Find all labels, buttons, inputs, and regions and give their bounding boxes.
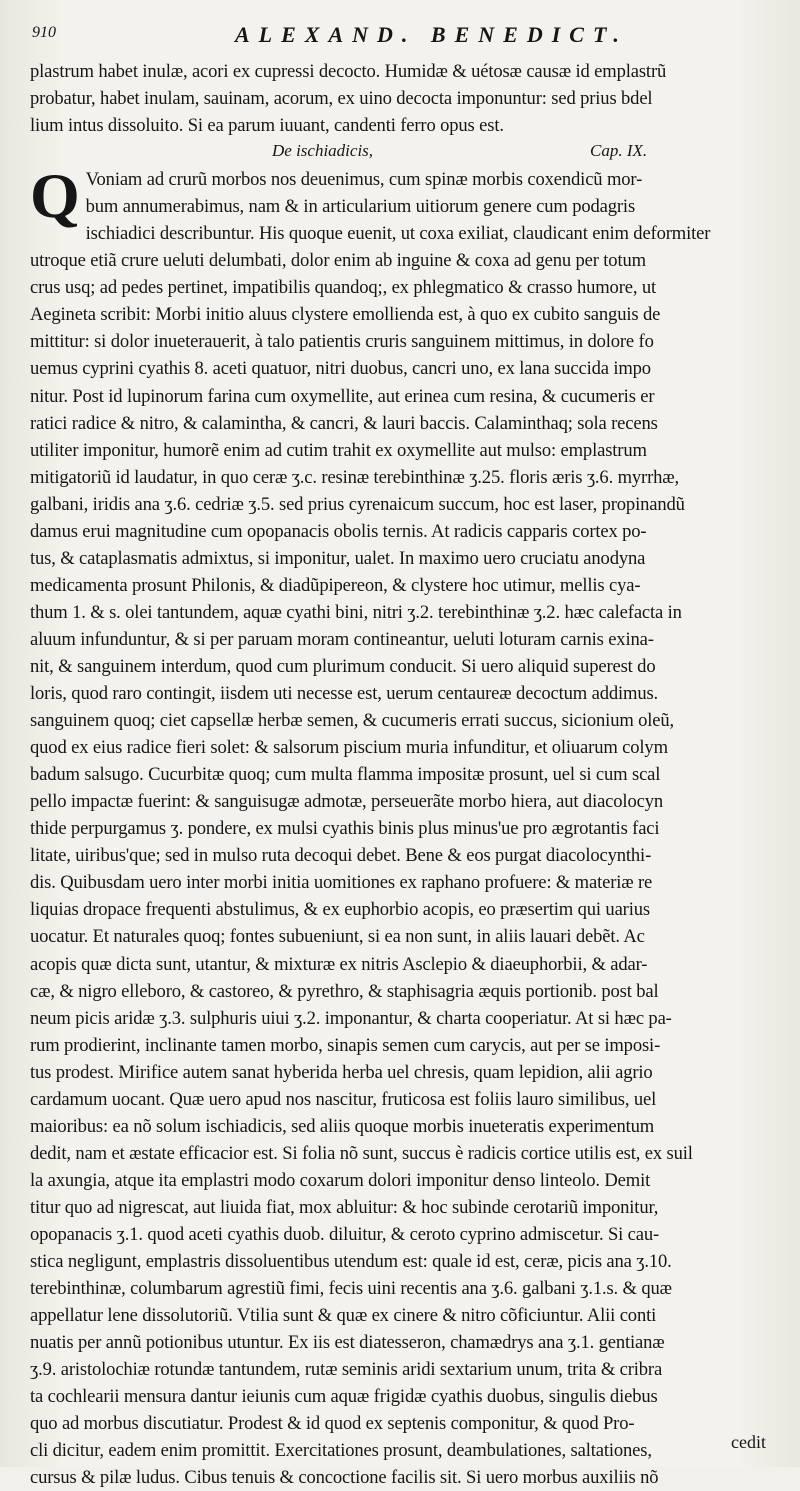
text-line: mittitur: si dolor inueterauerit, à talo patientis cruris sanguinem mittimus, in dolore fo <box>30 331 654 353</box>
text-line: litate, uiribus'que; sed in mulso ruta decoqui debet. Bene & eos purgat diacolocynthi- <box>30 845 652 867</box>
running-title: ALEXAND. BENEDICT. <box>235 22 628 47</box>
text-line: Aegineta scribit: Morbi initio aluus clystere emolliendа est, à quo ex cubito sanguis de <box>30 304 661 326</box>
text-line: titur quo ad nigrescat, aut liuida fiat, mox abluitur: & hoc subinde cerotariũ imponitur, <box>30 1196 659 1218</box>
text-line: thide perpurgamus ʒ. pondere, ex mulsi cyathis binis plus minus'ue pro ægrotantis faci <box>30 818 660 840</box>
text-line: uemus cyprini cyathis 8. aceti quatuor, nitri duobus, cancri uno, ex lana succida impo <box>30 358 651 380</box>
text-line: quo ad morbus discutiatur. Prodest & id quod ex septenis componitur, & quod Pro- <box>30 1413 635 1435</box>
text-line: tus prodest. Mirifice autem sanat hyberida herba uel chresis, quam lepidion, alii agrio <box>30 1061 653 1083</box>
text-line: appellatur lene dissolutoriũ. Vtilia sunt & quæ ex cinere & nitro cõficiuntur. Alii conti <box>30 1305 657 1327</box>
text-line: acopis quæ dicta sunt, utantur, & mixturæ ex nitris Asclepio & diaeuphorbii, & adar- <box>30 953 648 975</box>
text-line: aluum infunduntur, & si per paruam moram contineantur, ueluti loturam carnis exina- <box>30 628 654 650</box>
text-line: ta cochlearii mensura dantur ieiunis cum aquæ frigidæ cyathis duobus, singulis diebus <box>30 1386 658 1408</box>
text-line: utroque etiã crure ueluti delumbati, dolor enim ab inguine & coxa ad genu per totum <box>30 250 646 272</box>
text-line: loris, quod raro contingit, iisdem uti necesse est, uerum centaureæ decoctum addimus. <box>30 683 659 705</box>
text-line: badum salsugo. Cucurbitæ quoq; cum multa flamma impositæ prosunt, uel si cum scal <box>30 764 661 786</box>
drop-cap-initial: Q <box>30 160 80 232</box>
text-line: neum picis aridæ ʒ.3. sulphuris uiui ʒ.2. imponantur, & charta cooperiatur. At si hæc pa- <box>30 1007 672 1029</box>
text-line: nit, & sanguinem interdum, quod cum plurimum conducit. Si uero aliquid superest do <box>30 655 656 677</box>
text-line: cardamum uocant. Quæ uero apud nos nascitur, fruticosa est foliis lauro similibus, uel <box>30 1088 657 1110</box>
text-line: stica negligunt, emplastris dissoluentibus utendum est: quale id est, ceræ, picis ana ʒ.10. <box>30 1251 672 1273</box>
text-line: crus usq; ad pedes pertinet, impatibilis quandoq;, ex phlegmatico & crasso humore, ut <box>30 277 657 299</box>
text-line: mitigatoriũ id laudatur, in quo ceræ ʒ.c. resinæ terebinthinæ ʒ.25. floris æris ʒ.6. myrrhæ, <box>30 466 680 488</box>
text-line: galbani, iridis ana ʒ.6. cedriæ ʒ.5. sed prius cyrenaicum succum, hoc est laser, propinandũ <box>30 493 685 515</box>
text-line: nitur. Post id lupinorum farina cum oxymellite, aut erinea cum resina, & cucumeris er <box>30 385 655 407</box>
section-heading <box>30 139 770 166</box>
text-line: lium intus dissoluito. Si ea parum iuuant, candenti ferro opus est. <box>30 115 504 137</box>
text-line: Voniam ad crurũ morbos nos deuenimus, cum spinæ morbis coxendicũ mor- <box>85 169 643 191</box>
text-line: bum annumerabimus, nam & in articularium uitiorum genere cum podagris <box>85 196 636 218</box>
chapter-label: Cap. IX. <box>590 141 648 161</box>
text-line: la axungia, atque ita emplastri modo coxarum dolori imponitur denso linteolo. Demit <box>30 1169 651 1191</box>
text-line: medicamenta prosunt Philonis, & diadũpipereon, & clystere hoc utimur, mellis cya- <box>30 574 641 596</box>
text-line: rum prodierint, inclinante tamen morbo, sinapis semen cum carycis, aut per se imposi- <box>30 1034 661 1056</box>
text-line: cæ, & nigro elleboro, & castoreo, & pyrethro, & staphisagria æquis portionib. post bal <box>30 980 659 1002</box>
text-line: maioribus: ea nõ solum ischiadicis, sed aliis quoque morbis inueteratis experimentum <box>30 1115 655 1137</box>
text-line: ischiadici describuntur. His quoque euenit, ut coxa exiliat, claudicant enim deformiter <box>85 223 711 245</box>
text-line: cursus & pilæ ludus. Cibus tenuis & concoctione facilis sit. Si uero morbus auxiliis nõ <box>30 1467 659 1489</box>
text-line: nuatis per annũ potionibus utuntur. Ex iis est diatesseron, chamædrys ana ʒ.1. gentianæ <box>30 1332 665 1354</box>
text-line: cli dicitur, eadem enim promittit. Exercitationes prosunt, deambulationes, saltationes, <box>30 1440 652 1462</box>
text-line: plastrum habet inulæ, acori ex cupressi decocto. Humidæ & uétosæ causæ id emplastrũ <box>30 61 667 82</box>
text-line: ʒ.9. aristolochiæ rotundæ tantundem, rutæ seminis aridi sextarium unum, trita & cribra <box>30 1359 663 1381</box>
text-line: utiliter imponitur, humorẽ enim ad cutim trahit ex oxymellite aut mulso: emplastrum <box>30 439 647 461</box>
running-head <box>30 22 770 58</box>
text-line: opopanacis ʒ.1. quod aceti cyathis duob. diluitur, & ceroto cyprino admiscetur. Si cau- <box>30 1223 660 1245</box>
text-line: sanguinem quoq; ciet capsellæ herbæ semen, & cucumeris errati succus, sicionium oleũ, <box>30 710 675 732</box>
text-line: liquias dropace frequenti abstulimus, & ex euphorbio acopis, eo præsertim qui uarius <box>30 899 650 921</box>
text-line: terebinthinæ, columbarum agrestiũ fimi, fecis uini recentis ana ʒ.6. galbani ʒ.1.s. & quæ <box>30 1278 672 1300</box>
chapter-body <box>30 160 770 1491</box>
intro-block <box>30 58 770 139</box>
text-line: quod ex eius radice fieri solet: & salsorum piscium muria infunditur, et oliuarum colym <box>30 737 668 759</box>
catchword: cedit <box>731 1432 766 1452</box>
text-line: probatur, habet inulam, sauinam, acorum, ex uino decocta imponuntur: sed prius bdel <box>30 88 653 110</box>
text-line: damus erui magnitudine cum opopanacis obolis ternis. At radicis capparis cortex po- <box>30 520 647 542</box>
text-line: thum 1. & s. olei tantundem, aquæ cyathi bini, nitri ʒ.2. terebinthinæ ʒ.2. hæc calefacta in <box>30 601 682 623</box>
text-line: dis. Quibusdam uero inter morbi initia uomitiones ex raphano profuere: & materiæ re <box>30 872 653 894</box>
text-line: pello impactæ fuerint: & sanguisugæ admotæ, perseuerãte morbo hiera, aut diacolocyn <box>30 791 663 813</box>
text-line: dedit, nam et æstate efficacior est. Si folia nõ sunt, succus è radicis cortice utilis est, ex suil <box>30 1142 693 1164</box>
section-title: De ischiadicis, <box>272 141 374 161</box>
text-line: tus, & cataplasmatis admixtus, si imponitur, ualet. In maximo uero cruciatu anodyna <box>30 547 646 569</box>
text-line: uocatur. Et naturales quoq; fontes subueniunt, si ea non sunt, in aliis lauari debẽt. Ac <box>30 926 645 948</box>
page-number: 910 <box>32 24 56 41</box>
text-line: ratici radice & nitro, & calamintha, & cancri, & lauri baccis. Calaminthaq; sola recens <box>30 412 658 434</box>
